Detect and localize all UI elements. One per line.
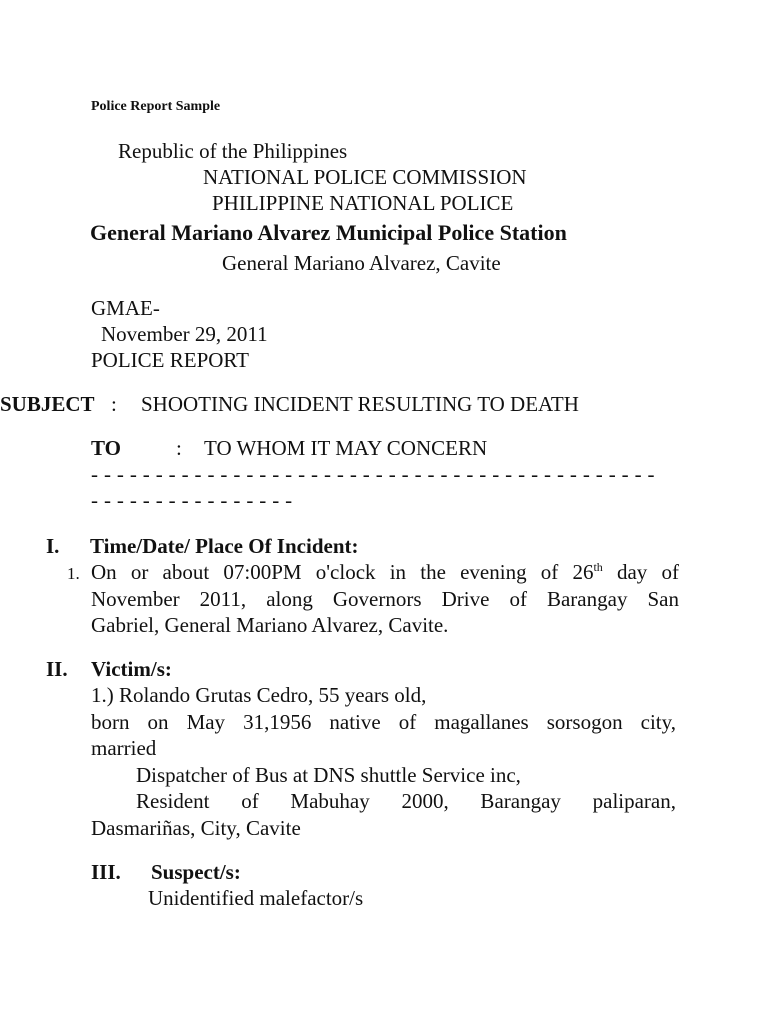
dash-divider: - - - - - - - - - - - - - - - - [91, 488, 293, 512]
dash-divider: - - - - - - - - - - - - - - - - - - - - - - - - - - - - - - - - - - - - - - - - - - - - [91, 462, 655, 486]
victim-line: born on May 31,1956 native of magallanes sorsogon city, [91, 710, 676, 734]
victim-line: married [91, 736, 157, 760]
section-heading: Suspect/s: [151, 860, 241, 884]
station-name: General Mariano Alvarez Municipal Police Station [90, 220, 567, 245]
incident-line [91, 559, 679, 585]
incident-text: On or about 07:00PM o'clock in the evening of 26 [91, 560, 594, 584]
station-address: General Mariano Alvarez, Cavite [222, 251, 501, 275]
republic-line: Republic of the Philippines [118, 139, 348, 163]
victim-line: 1.) Rolando Grutas Cedro, 55 years old, [91, 683, 427, 707]
subject-text: SHOOTING INCIDENT RESULTING TO DEATH [141, 392, 579, 416]
to-colon: : [176, 436, 182, 460]
section-numeral: I. [46, 534, 60, 558]
to-label: TO [91, 436, 121, 460]
section-numeral: III. [91, 860, 121, 884]
commission-line: NATIONAL POLICE COMMISSION [203, 165, 527, 189]
incident-line: Gabriel, General Mariano Alvarez, Cavite. [91, 613, 449, 637]
header-label: Police Report Sample [91, 99, 221, 114]
to-text: TO WHOM IT MAY CONCERN [204, 436, 488, 460]
victim-line: Dasmariñas, City, Cavite [91, 816, 301, 840]
item-number: 1. [67, 564, 80, 583]
section-numeral: II. [46, 657, 68, 681]
subject-label: SUBJECT [0, 392, 95, 416]
subject-colon: : [111, 392, 117, 416]
report-date: November 29, 2011 [101, 322, 268, 346]
pnp-line: PHILIPPINE NATIONAL POLICE [212, 191, 514, 215]
victim-line: Resident of Mabuhay 2000, Barangay paliparan, [136, 789, 676, 813]
victim-line: Dispatcher of Bus at DNS shuttle Service inc, [136, 763, 521, 787]
incident-line: November 2011, along Governors Drive of Barangay San [91, 587, 679, 611]
reference-code: GMAE- [91, 296, 160, 320]
ordinal-suffix: th [593, 560, 603, 574]
report-title: POLICE REPORT [91, 348, 250, 372]
section-heading: Victim/s: [91, 657, 172, 681]
suspect-line: Unidentified malefactor/s [148, 886, 364, 910]
section-heading: Time/Date/ Place Of Incident: [90, 534, 359, 558]
incident-text: day of [602, 560, 679, 584]
